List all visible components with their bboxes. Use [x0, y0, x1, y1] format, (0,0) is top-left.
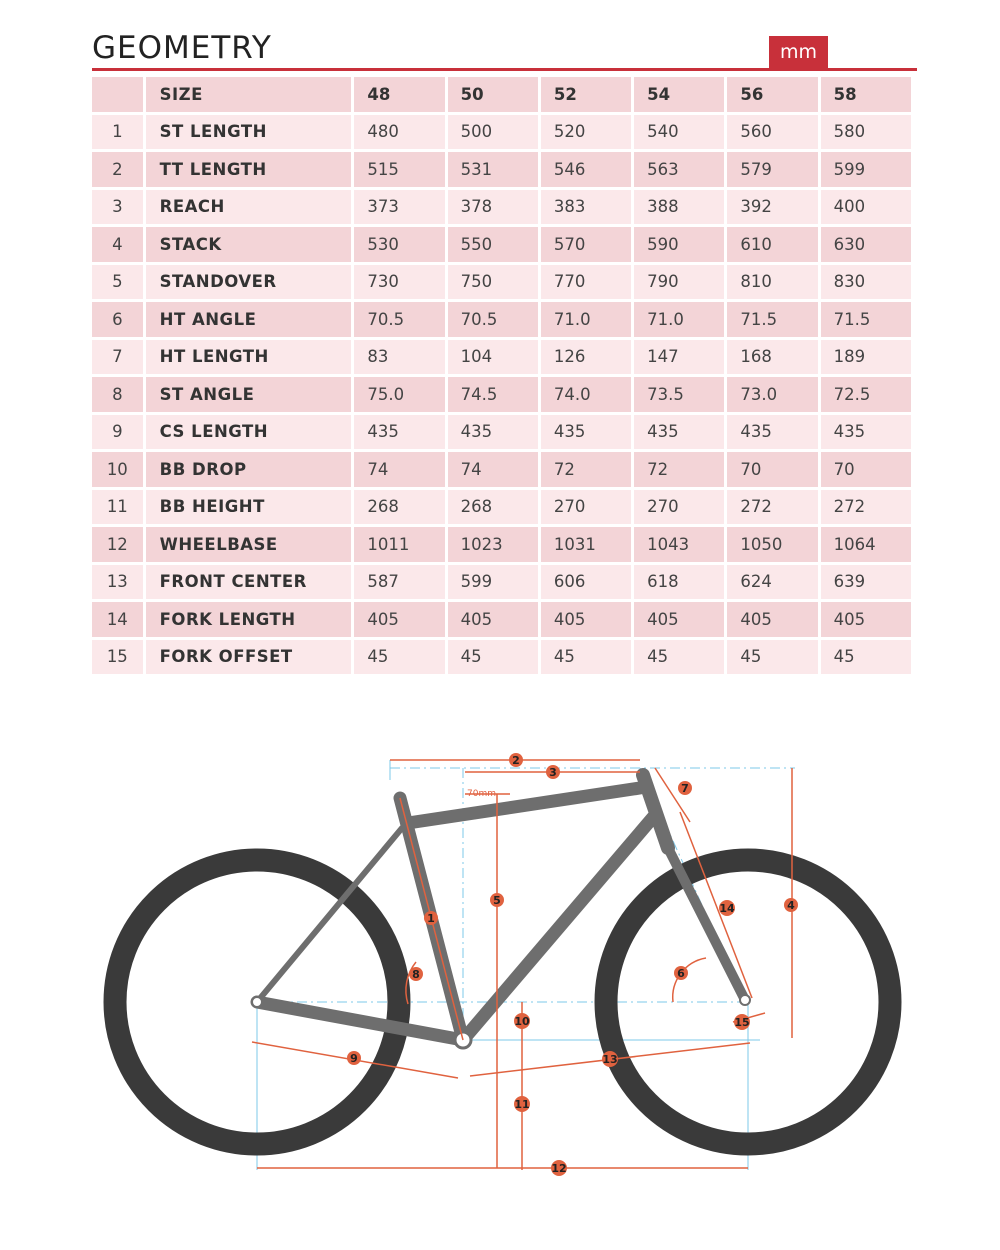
value-cell: 268 [448, 490, 538, 525]
value-cell: 610 [727, 227, 817, 262]
svg-text:4: 4 [787, 899, 795, 912]
svg-text:14: 14 [719, 902, 735, 915]
value-cell: 72 [634, 452, 724, 487]
value-cell: 599 [821, 152, 911, 187]
table-row [92, 265, 911, 300]
value-cell: 515 [354, 152, 444, 187]
value-cell: 75.0 [354, 377, 444, 412]
marker-14 [719, 900, 735, 916]
value-cell: 1011 [354, 527, 444, 562]
row-number: 7 [92, 340, 143, 375]
value-cell: 560 [727, 115, 817, 150]
row-number: 6 [92, 302, 143, 337]
row-number: 10 [92, 452, 143, 487]
row-label: FORK OFFSET [146, 640, 352, 675]
svg-text:6: 6 [677, 967, 685, 980]
value-cell: 405 [354, 602, 444, 637]
row-number: 12 [92, 527, 143, 562]
value-cell: 268 [354, 490, 444, 525]
table-row [92, 115, 911, 150]
value-cell: 630 [821, 227, 911, 262]
value-cell: 435 [727, 415, 817, 450]
svg-text:13: 13 [602, 1053, 618, 1066]
svg-text:3: 3 [549, 766, 557, 779]
marker-10 [514, 1013, 530, 1029]
value-cell: 405 [634, 602, 724, 637]
value-cell: 730 [354, 265, 444, 300]
svg-text:5: 5 [493, 894, 501, 907]
row-label: TT LENGTH [146, 152, 352, 187]
table-row [92, 527, 911, 562]
value-cell: 70.5 [354, 302, 444, 337]
value-cell: 790 [634, 265, 724, 300]
marker-15 [734, 1014, 750, 1030]
table-row [92, 377, 911, 412]
svg-text:15: 15 [734, 1016, 750, 1029]
table-row [92, 340, 911, 375]
table-row [92, 152, 911, 187]
value-cell: 405 [448, 602, 538, 637]
value-cell: 400 [821, 190, 911, 225]
value-cell: 45 [354, 640, 444, 675]
svg-text:7: 7 [681, 782, 689, 795]
value-cell: 71.0 [634, 302, 724, 337]
header-size-56: 56 [727, 77, 817, 112]
value-cell: 405 [541, 602, 631, 637]
row-label: STANDOVER [146, 265, 352, 300]
value-cell: 405 [727, 602, 817, 637]
value-cell: 168 [727, 340, 817, 375]
value-cell: 563 [634, 152, 724, 187]
marker-5 [490, 893, 504, 907]
value-cell: 147 [634, 340, 724, 375]
row-label: FRONT CENTER [146, 565, 352, 600]
value-cell: 45 [634, 640, 724, 675]
value-cell: 750 [448, 265, 538, 300]
value-cell: 378 [448, 190, 538, 225]
value-cell: 590 [634, 227, 724, 262]
table-row [92, 602, 911, 637]
value-cell: 587 [354, 565, 444, 600]
svg-text:12: 12 [551, 1162, 567, 1175]
marker-13 [602, 1051, 618, 1067]
table-row [92, 190, 911, 225]
marker-12 [551, 1160, 567, 1176]
value-cell: 639 [821, 565, 911, 600]
svg-text:11: 11 [514, 1098, 530, 1111]
value-cell: 810 [727, 265, 817, 300]
row-number: 3 [92, 190, 143, 225]
row-number: 1 [92, 115, 143, 150]
row-label: FORK LENGTH [146, 602, 352, 637]
value-cell: 580 [821, 115, 911, 150]
table-row [92, 227, 911, 262]
unit-badge: mm [769, 36, 828, 68]
value-cell: 104 [448, 340, 538, 375]
value-cell: 272 [821, 490, 911, 525]
value-cell: 74.5 [448, 377, 538, 412]
value-cell: 45 [727, 640, 817, 675]
row-number: 9 [92, 415, 143, 450]
value-cell: 270 [634, 490, 724, 525]
row-label: WHEELBASE [146, 527, 352, 562]
row-label: REACH [146, 190, 352, 225]
value-cell: 570 [541, 227, 631, 262]
value-cell: 72.5 [821, 377, 911, 412]
value-cell: 540 [634, 115, 724, 150]
value-cell: 83 [354, 340, 444, 375]
value-cell: 606 [541, 565, 631, 600]
row-number: 4 [92, 227, 143, 262]
value-cell: 435 [821, 415, 911, 450]
row-label: ST ANGLE [146, 377, 352, 412]
value-cell: 579 [727, 152, 817, 187]
header-size-48: 48 [354, 77, 444, 112]
value-cell: 72 [541, 452, 631, 487]
header-size-label: SIZE [146, 77, 352, 112]
marker-11 [514, 1096, 530, 1112]
row-label: HT ANGLE [146, 302, 352, 337]
row-number: 11 [92, 490, 143, 525]
header-num-cell [92, 77, 143, 112]
value-cell: 546 [541, 152, 631, 187]
value-cell: 74.0 [541, 377, 631, 412]
row-number: 5 [92, 265, 143, 300]
value-cell: 599 [448, 565, 538, 600]
svg-text:10: 10 [514, 1015, 530, 1028]
marker-4 [784, 898, 798, 912]
value-cell: 435 [634, 415, 724, 450]
value-cell: 1031 [541, 527, 631, 562]
row-label: STACK [146, 227, 352, 262]
marker-6 [674, 966, 688, 980]
value-cell: 71.5 [821, 302, 911, 337]
offset-label: 70mm [467, 789, 496, 799]
value-cell: 520 [541, 115, 631, 150]
page-title: GEOMETRY [92, 30, 272, 66]
value-cell: 830 [821, 265, 911, 300]
row-number: 14 [92, 602, 143, 637]
value-cell: 480 [354, 115, 444, 150]
table-row [92, 640, 911, 675]
value-cell: 530 [354, 227, 444, 262]
table-row [92, 565, 911, 600]
value-cell: 71.5 [727, 302, 817, 337]
value-cell: 392 [727, 190, 817, 225]
title-divider [92, 68, 917, 71]
marker-9 [347, 1051, 361, 1065]
value-cell: 1043 [634, 527, 724, 562]
bike-frame [252, 775, 750, 1048]
svg-text:2: 2 [512, 754, 520, 767]
value-cell: 270 [541, 490, 631, 525]
value-cell: 189 [821, 340, 911, 375]
marker-2 [509, 753, 523, 767]
row-label: BB HEIGHT [146, 490, 352, 525]
geometry-table [89, 74, 914, 677]
svg-text:9: 9 [350, 1052, 358, 1065]
value-cell: 550 [448, 227, 538, 262]
row-number: 8 [92, 377, 143, 412]
value-cell: 770 [541, 265, 631, 300]
header-size-52: 52 [541, 77, 631, 112]
value-cell: 126 [541, 340, 631, 375]
value-cell: 500 [448, 115, 538, 150]
value-cell: 435 [541, 415, 631, 450]
value-cell: 70.5 [448, 302, 538, 337]
row-number: 2 [92, 152, 143, 187]
table-header-row [92, 77, 911, 112]
value-cell: 70 [821, 452, 911, 487]
marker-1 [424, 911, 438, 925]
value-cell: 45 [821, 640, 911, 675]
table-row [92, 302, 911, 337]
value-cell: 373 [354, 190, 444, 225]
table-row [92, 415, 911, 450]
svg-text:8: 8 [412, 968, 420, 981]
value-cell: 405 [821, 602, 911, 637]
value-cell: 45 [448, 640, 538, 675]
value-cell: 531 [448, 152, 538, 187]
value-cell: 1064 [821, 527, 911, 562]
table-body [92, 115, 911, 675]
header-size-50: 50 [448, 77, 538, 112]
marker-7 [678, 781, 692, 795]
value-cell: 272 [727, 490, 817, 525]
value-cell: 74 [354, 452, 444, 487]
value-cell: 73.0 [727, 377, 817, 412]
row-label: HT LENGTH [146, 340, 352, 375]
header-size-54: 54 [634, 77, 724, 112]
value-cell: 45 [541, 640, 631, 675]
row-label: CS LENGTH [146, 415, 352, 450]
row-label: ST LENGTH [146, 115, 352, 150]
value-cell: 383 [541, 190, 631, 225]
marker-8 [409, 967, 423, 981]
row-label: BB DROP [146, 452, 352, 487]
svg-text:1: 1 [427, 912, 435, 925]
value-cell: 618 [634, 565, 724, 600]
value-cell: 435 [448, 415, 538, 450]
value-cell: 435 [354, 415, 444, 450]
value-cell: 624 [727, 565, 817, 600]
table-row [92, 452, 911, 487]
value-cell: 71.0 [541, 302, 631, 337]
value-cell: 74 [448, 452, 538, 487]
header-size-58: 58 [821, 77, 911, 112]
bike-geometry-diagram [0, 700, 1000, 1240]
marker-3 [546, 765, 560, 779]
value-cell: 70 [727, 452, 817, 487]
row-number: 15 [92, 640, 143, 675]
value-cell: 1050 [727, 527, 817, 562]
value-cell: 73.5 [634, 377, 724, 412]
table-row [92, 490, 911, 525]
value-cell: 1023 [448, 527, 538, 562]
value-cell: 388 [634, 190, 724, 225]
row-number: 13 [92, 565, 143, 600]
